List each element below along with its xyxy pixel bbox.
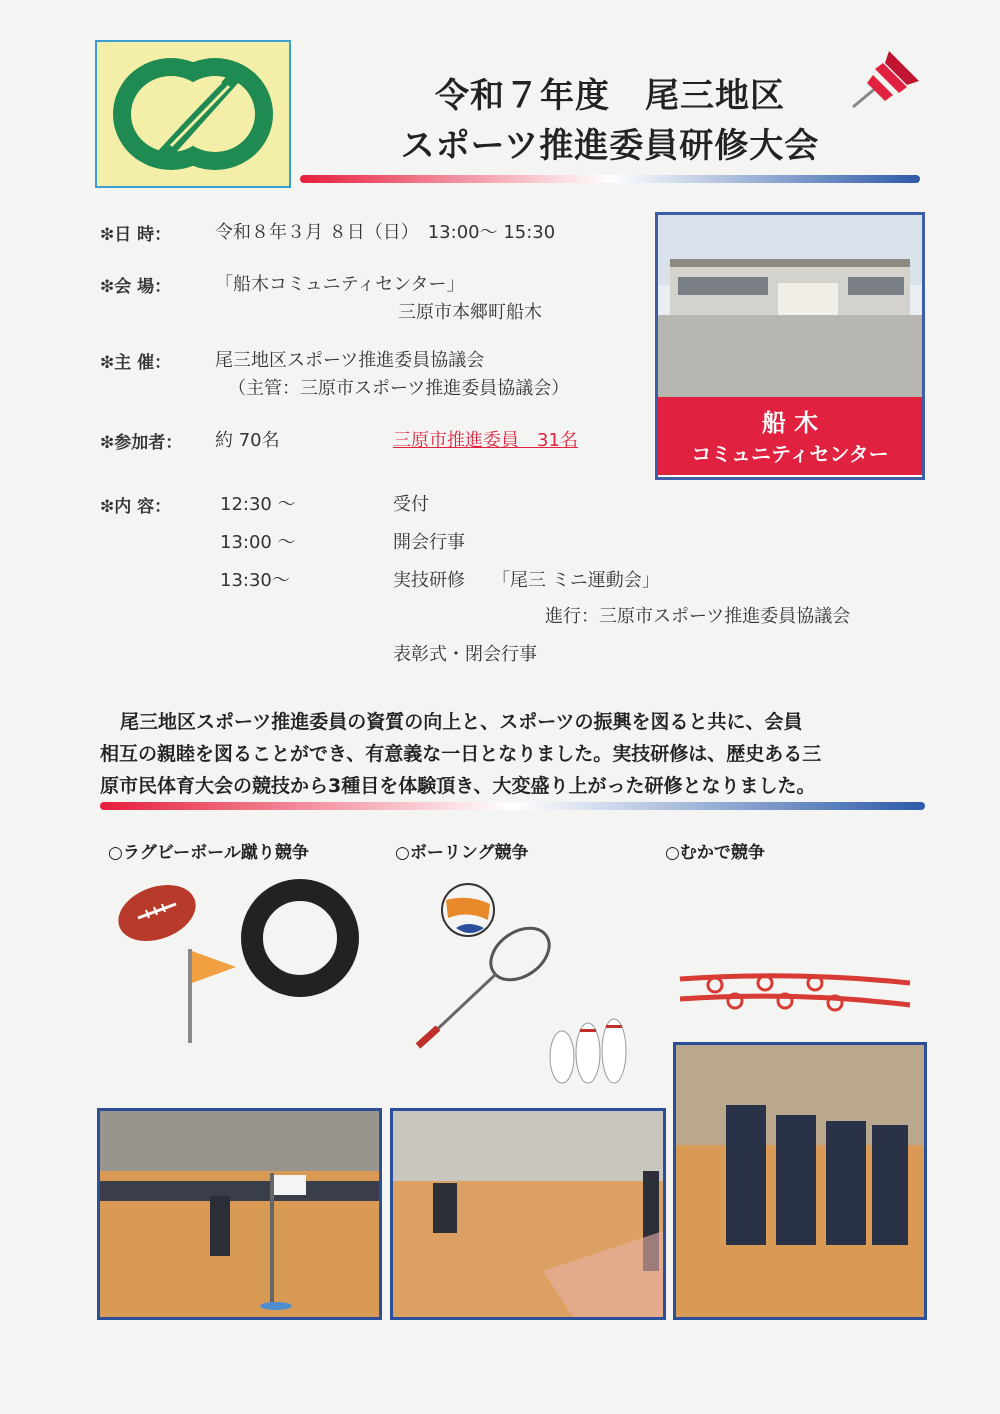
event-rugby-label: ○ラグビーボール蹴り競争: [108, 843, 309, 863]
participants-label: ❇参加者：: [100, 433, 183, 453]
summary-line: 原市民体育大会の競技から3種目を体験頂き、大変盛り上がった研修となりました。: [100, 775, 816, 797]
event-centipede-label: ○むかで競争: [665, 843, 765, 863]
section-divider: [100, 802, 925, 810]
host-label: ❇主 催：: [100, 353, 172, 373]
bowling-pins-icon: [540, 995, 640, 1094]
schedule-item: 受付: [393, 494, 429, 515]
page-title-line1: 令和７年度 尾三地区: [435, 76, 785, 116]
association-logo: [95, 40, 291, 188]
participants-note: 三原市推進委員 31名: [393, 430, 578, 451]
participants-value: 約 70名: [215, 430, 280, 451]
schedule-time: 13:30～: [220, 570, 290, 591]
tire-icon: [238, 876, 362, 1004]
venue-value: 「船木コミュニティセンター」: [215, 274, 465, 295]
venue-photo: [658, 215, 922, 397]
venue-address: 三原市本郷町船木: [398, 302, 542, 323]
schedule-time: 12:30 ～: [220, 494, 296, 515]
flag-icon: [180, 945, 240, 1049]
venue-label: ❇会 場：: [100, 277, 172, 297]
photo-centipede-event: [673, 1042, 927, 1320]
schedule-item: 開会行事: [393, 532, 465, 553]
photo-bowling-event: [390, 1108, 666, 1320]
title-divider: [300, 175, 920, 183]
page-title-line2: スポーツ推進委員研修大会: [400, 126, 820, 166]
schedule-item: 実技研修 「尾三 ミニ運動会」: [393, 570, 660, 591]
schedule-note: 進行：三原市スポーツ推進委員協議会: [545, 606, 851, 627]
host-value: 尾三地区スポーツ推進委員協議会: [215, 350, 485, 371]
venue-caption: [658, 397, 922, 475]
date-label: ❇日 時：: [100, 225, 172, 245]
badminton-racket-icon: [408, 922, 558, 1056]
event-bowling-label: ○ボーリング競争: [395, 843, 529, 863]
photo-rugby-event: [97, 1108, 382, 1320]
centipede-strap-icon: [675, 965, 915, 1029]
summary-line: 相互の親睦を図ることができ、有意義な一日となりました。実技研修は、歴史ある三: [100, 743, 822, 765]
venue-photo-card: [655, 212, 925, 480]
rugby-ball-icon: [112, 878, 202, 952]
host-organizer: （主管：三原市スポーツ推進委員協議会）: [228, 378, 570, 399]
content-label: ❇内 容：: [100, 497, 172, 517]
schedule-closing: 表彰式・閉会行事: [393, 644, 537, 665]
summary-paragraph: [100, 706, 920, 802]
summary-line: 尾三地区スポーツ推進委員の資質の向上と、スポーツの振興を図ると共に、会員: [120, 711, 803, 733]
venue-caption-type: コミュニティセンター: [691, 442, 889, 466]
schedule-time: 13:00 ～: [220, 532, 296, 553]
venue-caption-name: 船 木: [761, 409, 819, 437]
date-value: 令和８年３月 ８日（日） 13:00～ 15:30: [215, 222, 556, 243]
